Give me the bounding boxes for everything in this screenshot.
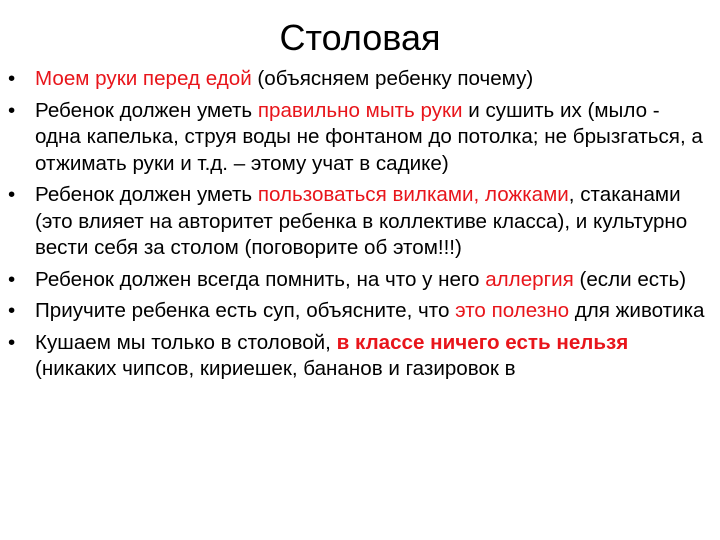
bullet-text	[35, 299, 705, 322]
bullet-segment: для животика	[569, 299, 705, 322]
bullet-segment: Ребенок должен уметь	[35, 98, 258, 122]
bullet-segment: Приучите ребенка есть суп, объясните, что	[35, 299, 456, 322]
bullet-item	[8, 66, 708, 93]
bullet-segment: (объясняем ребенку почему)	[251, 67, 534, 90]
bullet-segment: Кушаем мы только в столовой,	[35, 330, 337, 354]
bullet-text	[35, 99, 703, 175]
bullet-segment: пользоваться вилками, ложками	[257, 183, 569, 206]
bullet-icon: •	[8, 299, 16, 322]
bullet-segment: (никаких чипсов, кириешек, бананов и газировок в	[35, 357, 516, 380]
bullet-text	[35, 183, 687, 259]
bullet-segment: , стаканами (это влияет на авторитет ребенка в коллективе класса), и культурно вести себя за столом (поговорите об этом!!!)	[35, 183, 688, 259]
bullet-item	[8, 267, 708, 294]
bullet-segment: в классе ничего есть нельзя	[336, 330, 629, 354]
bullet-item	[8, 330, 708, 383]
bullet-text	[35, 67, 533, 90]
bullet-icon: •	[8, 267, 16, 291]
bullet-item	[8, 98, 708, 178]
bullet-list	[8, 66, 708, 388]
bullet-icon: •	[8, 67, 16, 90]
bullet-icon: •	[8, 183, 16, 206]
bullet-segment: (если есть)	[573, 267, 687, 291]
bullet-icon: •	[8, 98, 16, 122]
bullet-segment: аллергия	[485, 267, 574, 291]
bullet-segment: и сушить их (мыло - одна капелька, струя воды не фонтаном до потолка; не брызгаться, а отжимать руки и т.д. – этому учат в садике)	[35, 98, 703, 175]
bullet-text	[35, 268, 686, 291]
bullet-segment: правильно мыть руки	[257, 98, 463, 122]
bullet-segment: Ребенок должен уметь	[35, 183, 258, 206]
slide-title: Столовая	[279, 17, 441, 58]
bullet-icon: •	[8, 330, 16, 354]
bullet-item	[8, 298, 708, 325]
bullet-segment: Моем руки перед едой	[35, 67, 252, 90]
bullet-item	[8, 182, 708, 262]
bullet-text	[35, 331, 628, 381]
bullet-segment: Ребенок должен всегда помнить, на что у него	[35, 267, 486, 291]
bullet-segment: это полезно	[455, 299, 570, 322]
